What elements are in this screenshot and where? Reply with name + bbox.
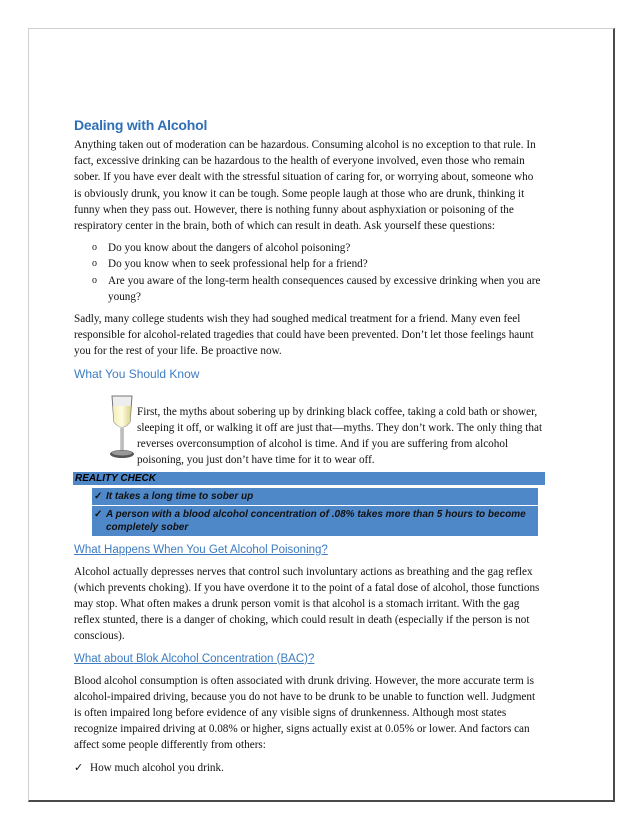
section-heading-bac: What about Blok Alcohol Concentration (BAC)?	[74, 652, 315, 665]
reality-check-list	[92, 488, 538, 536]
wine-glass-icon	[102, 392, 142, 462]
bac-paragraph: Blood alcohol consumption is often associated with drunk driving. However, the more accurate term is alcohol-impaired driving, because you do not have to be drunk to be unable to function well. Judgment is often impaired long before evidence of any visible signs of drunkenness. Although most states recognize impaired driving at 0.08% or higher, signs actually exist at 0.05% or lower. And factors can affect some people differently from others:	[74, 674, 536, 752]
document-content	[74, 116, 542, 776]
list-item	[92, 488, 538, 506]
questions-list	[74, 240, 542, 305]
list-item	[74, 760, 542, 776]
reality-item-text: A person with a blood alcohol concentration of .08% takes more than 5 hours to become completely sober	[106, 508, 526, 533]
check-mark-icon: ✓	[74, 761, 84, 774]
check-mark-icon: ✓	[94, 490, 103, 502]
list-item: o Do you know when to seek professional help for a friend?	[92, 256, 542, 272]
myths-paragraph: First, the myths about sobering up by drinking black coffee, taking a cold bath or shower, sleeping it off, or walking it off are just that—myths. They don’t work. The only thing that reverses overconsumption of alcohol is time. And if you are suffering from alcohol poisoning, you just don’t have time for it to wear off.	[137, 405, 543, 467]
myths-block	[74, 388, 542, 470]
list-item: o Are you aware of the long-term health consequences caused by excessive drinking when you are young?	[92, 273, 542, 305]
section-heading-alcohol-poisoning: What Happens When You Get Alcohol Poisoning?	[74, 543, 328, 556]
sadly-paragraph: Sadly, many college students wish they had soughed medical treatment for a friend. Many even feel responsible for alcohol-related tragedies that could have been prevented. Don’t let those feelings haunt you for the rest of your life. Be proactive now.	[74, 313, 534, 358]
list-item	[92, 506, 538, 536]
reality-item-text: It takes a long time to sober up	[106, 490, 254, 502]
poisoning-paragraph: Alcohol actually depresses nerves that control such involuntary actions as breathing and the gag reflex (which prevents choking). If you have overdone it to the point of a fatal dose of alcohol, those functions may stop. What often makes a drunk person vomit is that alcohol is a stomach irritant. With the gag reflex stunted, there is a danger of choking, which could result in death (especially if the person is not conscious).	[74, 565, 540, 643]
factor-item-text: How much alcohol you drink.	[90, 761, 224, 774]
list-item: o Do you know about the dangers of alcohol poisoning?	[92, 240, 542, 256]
reality-check-banner: REALITY CHECK	[73, 472, 545, 485]
section-heading-what-you-should-know: What You Should Know	[74, 366, 200, 381]
page-title: Dealing with Alcohol	[74, 117, 208, 133]
intro-paragraph: Anything taken out of moderation can be hazardous. Consuming alcohol is no exception to that rule. In fact, excessive drinking can be hazardous to the health of everyone involved, even those who remain sober. If you have ever dealt with the stressful situation of caring for, or worrying about, someone who is obviously drunk, you know it can be tough. Some people laugh at those who are drunk, thinking it funny when they pass out. However, there is nothing funny about asphyxiation or poisoning of the respiratory center in the brain, both of which can result in death. Ask yourself these questions:	[74, 139, 536, 233]
check-mark-icon: ✓	[94, 508, 103, 520]
